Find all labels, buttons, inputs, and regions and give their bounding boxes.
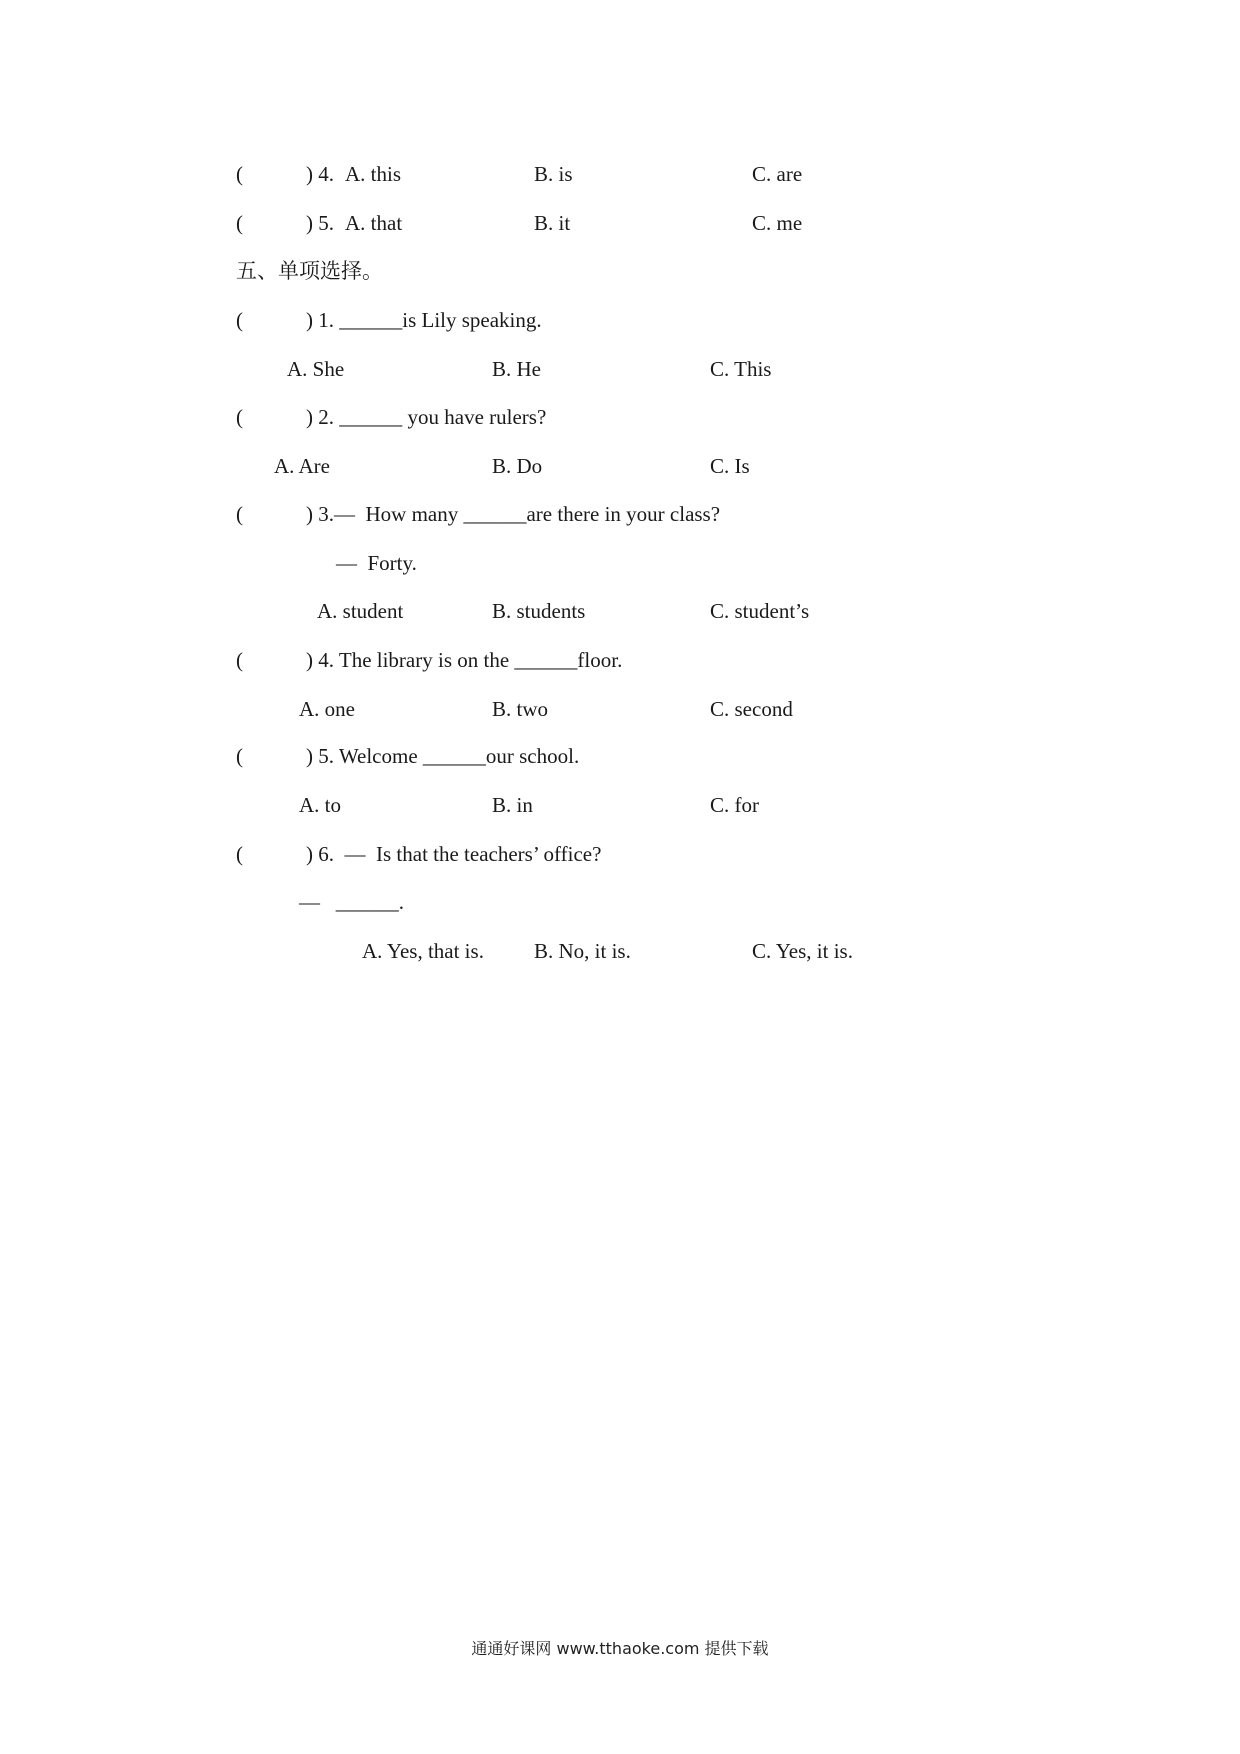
question-number: ) 5. [306, 211, 334, 235]
option-b: B. is [534, 162, 573, 186]
option-c: C. student’s [710, 599, 810, 623]
option-b: B. No, it is. [534, 939, 631, 963]
option-c: C. Is [710, 454, 750, 478]
answer-paren: ( [236, 308, 243, 332]
option-b: B. He [492, 357, 541, 381]
option-a: A. to [299, 793, 341, 817]
option-a: A. Are [274, 454, 330, 478]
question-stem: ) 2. ______ you have rulers? [306, 405, 547, 429]
option-c: C. me [752, 211, 803, 235]
answer-paren: ( [236, 502, 243, 526]
question-stem: ) 3.— How many ______are there in your class? [306, 502, 721, 526]
option-a: A. that [345, 211, 403, 235]
answer-paren: ( [236, 162, 243, 186]
question-stem: ) 4. The library is on the ______floor. [306, 648, 623, 672]
option-b: B. students [492, 599, 586, 623]
question-stem: ) 6. — Is that the teachers’ office? [306, 842, 602, 866]
question-reply: — ______. [299, 890, 404, 914]
option-c: C. This [710, 357, 772, 381]
option-a: A. She [287, 357, 345, 381]
option-c: C. for [710, 793, 759, 817]
option-b: B. in [492, 793, 533, 817]
answer-paren: ( [236, 648, 243, 672]
option-b: B. it [534, 211, 571, 235]
option-b: B. Do [492, 454, 543, 478]
section-heading: 五、单项选择。 [236, 259, 383, 283]
option-a: A. student [317, 599, 404, 623]
question-stem: ) 5. Welcome ______our school. [306, 744, 580, 768]
answer-paren: ( [236, 744, 243, 768]
question-reply: — Forty. [336, 551, 417, 575]
option-a: A. this [345, 162, 402, 186]
answer-paren: ( [236, 211, 243, 235]
question-stem: ) 1. ______is Lily speaking. [306, 308, 542, 332]
option-c: C. Yes, it is. [752, 939, 853, 963]
answer-paren: ( [236, 405, 243, 429]
option-c: C. second [710, 697, 793, 721]
answer-paren: ( [236, 842, 243, 866]
option-a: A. one [299, 697, 355, 721]
option-c: C. are [752, 162, 803, 186]
option-a: A. Yes, that is. [362, 939, 484, 963]
page-footer: 通通好课网 www.tthaoke.com 提供下载 [471, 1639, 769, 1658]
question-number: ) 4. [306, 162, 334, 186]
option-b: B. two [492, 697, 549, 721]
